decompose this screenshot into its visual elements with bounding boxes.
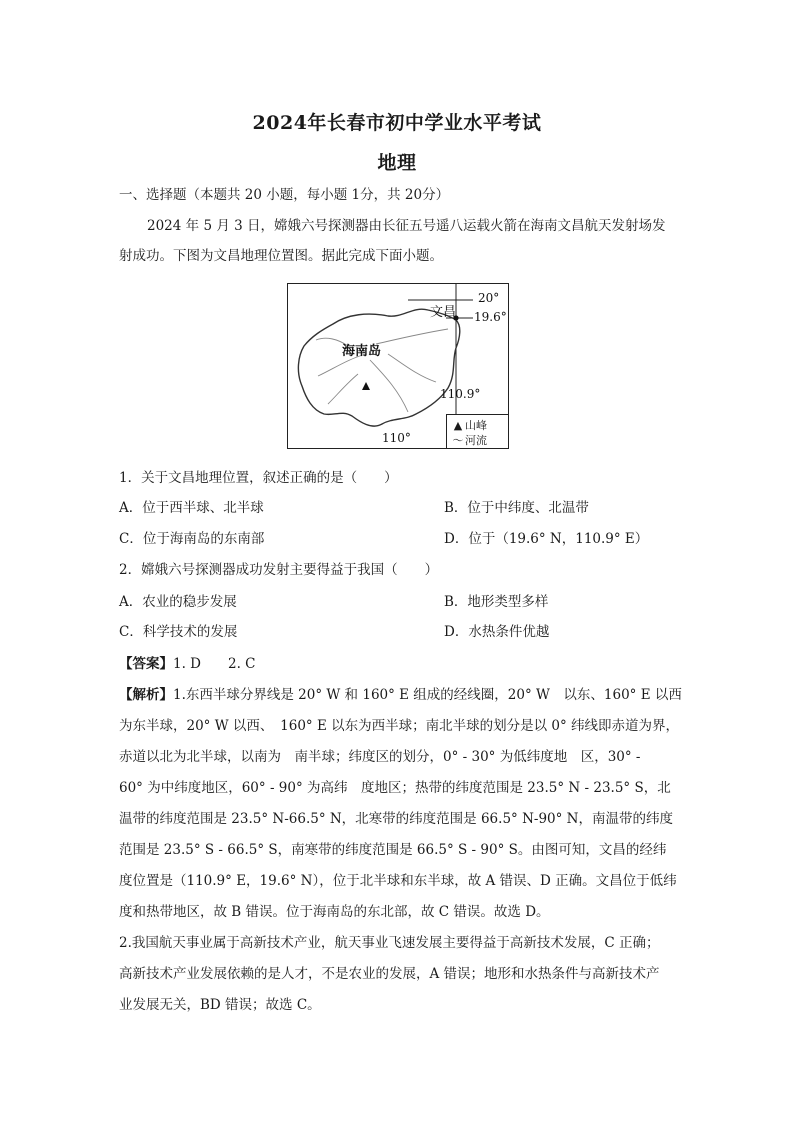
question-1-stem: 1．关于文昌地理位置，叙述正确的是（ ）: [119, 470, 398, 486]
q1-option-d: D．位于（19.6° N，110.9° E）: [444, 531, 649, 547]
analysis-line-5: 温带的纬度范围是 23.5° N-66.5° N，北寒带的纬度范围是 66.5° N-90° N，南温带的纬度: [119, 811, 673, 827]
analysis-line-7: 度位置是（110.9° E，19.6° N），位于北半球和东半球，故 A 错误、D 正确。文昌位于低纬: [119, 873, 677, 889]
analysis-line-10: 高新技术产业发展依赖的是人才，不是农业的发展，A 错误；地形和水热条件与高新技术产: [119, 966, 660, 982]
question-2-stem: 2．嫦娥六号探测器成功发射主要得益于我国（ ）: [119, 562, 439, 578]
river-icon: 〜: [452, 434, 464, 447]
hainan-island-label: 海南岛: [342, 344, 382, 359]
analysis-line-8: 度和热带地区，故 B 错误。位于海南岛的东北部，故 C 错误。故选 D。: [119, 904, 550, 920]
analysis-line-3: 赤道以北为北半球，以南为 南半球；纬度区的划分，0° - 30° 为低纬度地 区，30° -: [119, 749, 641, 765]
q1-option-c: C．位于海南岛的东南部: [119, 531, 265, 547]
q1-option-b: B．位于中纬度、北温带: [444, 500, 589, 516]
wenchang-label: 文昌: [430, 305, 457, 320]
lat-19-6-label: 19.6°: [474, 310, 507, 324]
q1-option-a: A．位于西半球、北半球: [119, 500, 264, 516]
hainan-island-outline: [298, 309, 459, 426]
intro-line-1: 2024 年 5 月 3 日，嫦娥六号探测器由长征五号遥八运载火箭在海南文昌航天发射场发: [147, 218, 666, 234]
legend-river: [451, 432, 487, 448]
analysis-line-2: 为东半球，20° W 以西、 160° E 以东为西半球；南北半球的划分是以 0° 纬线即赤道为界，: [119, 718, 680, 734]
analysis-line-9: 2.我国航天事业属于高新技术产业，航天事业飞速发展主要得益于高新技术发展，C 正确；: [119, 935, 660, 951]
river-2: [370, 360, 408, 412]
map-legend: [446, 414, 508, 448]
river-5: [388, 354, 436, 382]
answer-text: 1. D 2. C: [173, 656, 256, 672]
wenchang-location-map: [287, 283, 509, 449]
q2-option-c: C．科学技术的发展: [119, 624, 238, 640]
legend-peak: [451, 417, 487, 433]
page-title: 2024年长春市初中学业水平考试: [252, 112, 542, 134]
analysis-label: 【解析】: [119, 687, 173, 703]
q2-option-d: D．水热条件优越: [444, 624, 550, 640]
subject-title: 地理: [377, 152, 417, 174]
mountain-peak-icon: [362, 382, 370, 390]
q2-option-b: B．地形类型多样: [444, 594, 549, 610]
river-4: [328, 374, 358, 404]
analysis-line-11: 业发展无关，BD 错误；故选 C。: [119, 997, 321, 1013]
answer-label: 【答案】: [119, 656, 173, 672]
mountain-peak-icon: ▲: [453, 419, 463, 432]
legend-river-label: 河流: [465, 434, 487, 447]
intro-line-2: 射成功。下图为文昌地理位置图。据此完成下面小题。: [119, 248, 443, 264]
analysis-line-6: 范围是 23.5° S - 66.5° S，南寒带的纬度范围是 66.5° S - 90° S。由图可知，文昌的经纬: [119, 842, 667, 858]
river-3: [376, 329, 448, 344]
analysis-line-4: 60° 为中纬度地区，60° - 90° 为高纬 度地区；热带的纬度范围是 23.5° N - 23.5° S，北: [119, 780, 671, 796]
legend-peak-label: 山峰: [465, 419, 487, 432]
analysis-line-1: [119, 685, 682, 705]
answer-line: [119, 654, 679, 674]
lat-20-label: 20°: [478, 291, 500, 305]
lon-110-label: 110°: [382, 431, 411, 445]
q2-option-a: A．农业的稳步发展: [119, 594, 237, 610]
section-heading: 一、选择题（本题共 20 小题，每小题 1分，共 20分）: [119, 187, 450, 203]
lon-110-9-label: 110.9°: [440, 387, 481, 401]
analysis-text-1: 1.东西半球分界线是 20° W 和 160° E 组成的经线圈，20° W 以东、160° E 以西: [173, 687, 682, 703]
